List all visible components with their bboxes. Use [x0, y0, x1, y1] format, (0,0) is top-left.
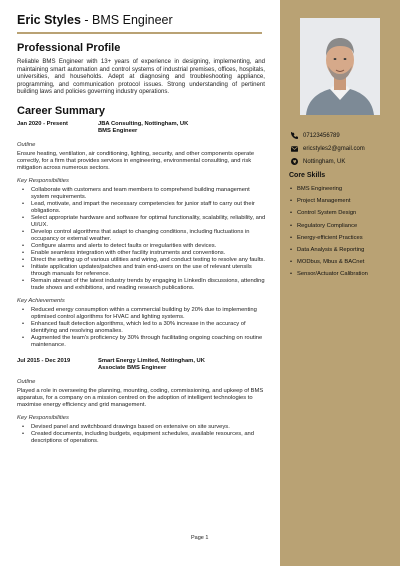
- profile-photo-illustration: [300, 18, 380, 115]
- outline-label: Outline: [17, 378, 36, 385]
- list-item: • Enable seamless integration with other facility instruments and conventions.: [17, 250, 269, 257]
- list-item: • Devised panel and switchboard drawings based on extensive on site surveys.: [17, 424, 269, 431]
- list-item: • Develop control algorithms that adapt to changing conditions, including fluctuations in occupancy or external weather.: [17, 229, 269, 243]
- contact-email: [291, 145, 365, 152]
- achievements-list: [17, 307, 269, 349]
- list-item: • Initiate application updates/patches and train end-users on the use of relevant utensils through manuals for reference.: [17, 264, 269, 278]
- profile-heading: Professional Profile: [17, 42, 121, 54]
- list-item: • Direct the setting up of various utilities and wiring, and conduct testing to resolve any faults.: [17, 257, 269, 264]
- job-outline: Ensure heating, ventilation, air conditioning, lighting, security, and other components operate correctly, for a firm that provides services in engineering, environmental consulting, and risk mitigation across numerous sectors.: [17, 150, 255, 171]
- responsibilities-label: Key Responsibilities: [17, 415, 69, 422]
- location-text: Nottingham, UK: [303, 158, 346, 165]
- achievements-label: Key Achievements: [17, 298, 65, 305]
- location-icon: [291, 158, 298, 165]
- list-item: • Augmented the team's proficiency by 30% through facilitating ongoing coaching on routine maintenance.: [17, 335, 269, 349]
- list-item: • Select appropriate hardware and software for optimal functionality, scalability, reliability, and UI/UX.: [17, 215, 269, 229]
- phone-icon: [291, 132, 298, 139]
- email-address[interactable]: ericstyles2@gmail.com: [303, 145, 365, 152]
- skill-item: • Project Management: [289, 198, 368, 210]
- job-dates: Jul 2015 - Dec 2019: [17, 358, 71, 365]
- responsibilities-list: [17, 187, 269, 292]
- profile-photo: [300, 18, 380, 115]
- outline-label: Outline: [17, 141, 36, 148]
- list-item: • Configure alarms and alerts to detect faults or irregularities with devices.: [17, 243, 269, 250]
- job-title: BMS Engineer: [98, 128, 138, 135]
- candidate-role: BMS Engineer: [92, 13, 173, 27]
- skills-list: [289, 186, 368, 284]
- list-item: • Created documents, including budgets, equipment schedules, available resources, and descriptions of operations.: [17, 431, 269, 445]
- job-dates: Jan 2020 - Present: [17, 120, 68, 127]
- list-item: • Enhanced fault detection algorithms, which led to a 30% increase in the accuracy of identifying and resolving anomalies.: [17, 321, 269, 335]
- profile-text: Reliable BMS Engineer with 13+ years of experience in designing, implementing, and maintaining smart automation and control systems of industrial premises, offices, hospitals, universities, and households. Adept at diagnosing and troubleshooting appliance, programming, and communication protocol issues. Strong understanding of pertinent building laws and policies governing industry operations.: [17, 58, 265, 96]
- job-company: JBA Consulting, Nottingham, UK: [98, 120, 189, 127]
- career-heading: Career Summary: [17, 104, 106, 117]
- skills-heading: Core Skills: [289, 172, 326, 179]
- header-separator: -: [80, 13, 93, 27]
- list-item: • Lead, motivate, and impart the necessary competencies for junior staff to carry out their obligations.: [17, 201, 269, 215]
- skill-item: • Data Analysis & Reporting: [289, 247, 368, 259]
- skill-item: • BMS Engineering: [289, 186, 368, 198]
- job-header: [17, 121, 268, 136]
- job-header: [17, 358, 268, 373]
- skill-item: • Control System Design: [289, 210, 368, 222]
- candidate-name: Eric Styles: [17, 13, 81, 27]
- phone-number: 07123456789: [303, 132, 340, 139]
- skill-item: • Regulatory Compliance: [289, 223, 368, 235]
- skill-item: • Energy-efficient Practices: [289, 235, 368, 247]
- list-item: • Remain abreast of the latest industry trends by engaging in LinkedIn discussions, attending trade shows and exhibitions, and reading research publications.: [17, 278, 269, 292]
- list-item: • Reduced energy consumption within a commercial building by 20% due to implementing optimised control algorithms for HVAC and lighting systems.: [17, 307, 269, 321]
- resume-header: [17, 13, 268, 27]
- job-outline: Played a role in overseeing the planning, mounting, coding, commissioning, and upkeep of BMS apparatus, for a company on a mission centred on the adoption of intelligent technologies to maximise energy efficiency and grid management.: [17, 387, 264, 409]
- skill-item: • Sensor/Actuator Calibration: [289, 271, 368, 283]
- job-title: Associate BMS Engineer: [98, 365, 167, 372]
- job-company: Smart Energy Limited, Nottingham, UK: [98, 358, 205, 365]
- contact-location: [291, 158, 345, 165]
- contact-phone: [291, 132, 340, 139]
- list-item: • Collaborate with customers and team members to comprehend building management system requirements.: [17, 187, 269, 201]
- responsibilities-list: [17, 424, 269, 445]
- email-icon: [291, 145, 298, 152]
- header-rule: [17, 32, 262, 34]
- responsibilities-label: Key Responsibilities: [17, 178, 69, 185]
- skill-item: • MODbus, Mbus & BACnet: [289, 259, 368, 271]
- page-number: Page 1: [191, 535, 209, 541]
